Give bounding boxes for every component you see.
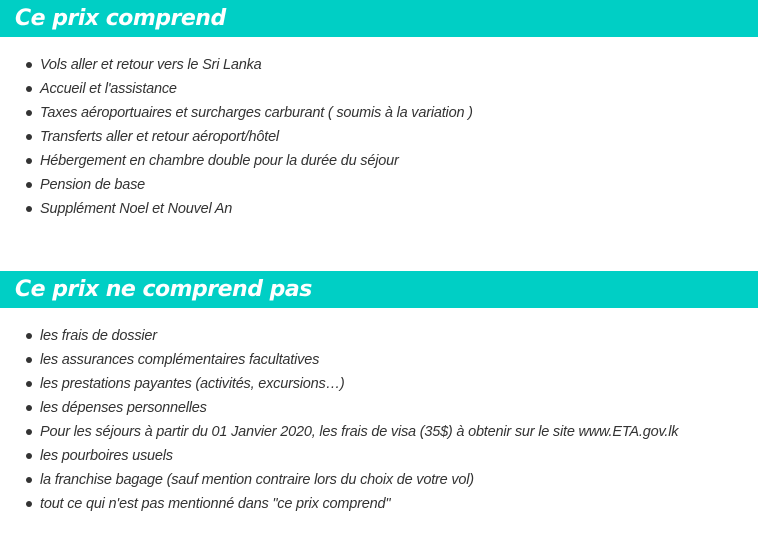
list-item-text: Supplément Noel et Nouvel An xyxy=(40,201,233,217)
excluded-section-title: Ce prix ne comprend pas xyxy=(15,276,312,302)
bullet-icon xyxy=(26,134,32,140)
list-item-text: les assurances complémentaires facultatives xyxy=(40,352,320,368)
bullet-icon xyxy=(26,206,32,212)
bullet-icon xyxy=(26,110,32,116)
list-item-text: Hébergement en chambre double pour la durée du séjour xyxy=(40,153,399,169)
bullet-icon xyxy=(26,357,32,363)
bullet-icon xyxy=(26,86,32,92)
list-item xyxy=(0,197,473,221)
list-item xyxy=(0,324,678,348)
list-item xyxy=(0,372,678,396)
list-item-text: Taxes aéroportuaires et surcharges carburant ( soumis à la variation ) xyxy=(40,105,473,121)
bullet-icon xyxy=(26,158,32,164)
bullet-icon xyxy=(26,429,32,435)
bullet-icon xyxy=(26,62,32,68)
list-item-text: Transferts aller et retour aéroport/hôtel xyxy=(40,129,279,145)
list-item xyxy=(0,149,473,173)
bullet-icon xyxy=(26,182,32,188)
list-item-text: tout ce qui n'est pas mentionné dans "ce prix comprend" xyxy=(40,496,391,512)
list-item-text: les prestations payantes (activités, excursions…) xyxy=(40,376,345,392)
list-item xyxy=(0,173,473,197)
list-item xyxy=(0,444,678,468)
bullet-icon xyxy=(26,477,32,483)
list-item xyxy=(0,53,473,77)
list-item-text: Vols aller et retour vers le Sri Lanka xyxy=(40,57,262,73)
bullet-icon xyxy=(26,453,32,459)
list-item-text: Accueil et l'assistance xyxy=(40,81,177,97)
list-item xyxy=(0,492,678,516)
list-item-text: les pourboires usuels xyxy=(40,448,173,464)
list-item xyxy=(0,77,473,101)
list-item xyxy=(0,348,678,372)
bullet-icon xyxy=(26,501,32,507)
list-item-text: les dépenses personnelles xyxy=(40,400,207,416)
list-item xyxy=(0,468,678,492)
list-item xyxy=(0,396,678,420)
list-item-text: la franchise bagage (sauf mention contraire lors du choix de votre vol) xyxy=(40,472,474,488)
list-item xyxy=(0,420,678,444)
list-item xyxy=(0,101,473,125)
included-section-header xyxy=(0,0,758,37)
bullet-icon xyxy=(26,333,32,339)
list-item xyxy=(0,125,473,149)
list-item-text: les frais de dossier xyxy=(40,328,157,344)
bullet-icon xyxy=(26,405,32,411)
excluded-section-header xyxy=(0,271,758,308)
list-item-text: Pour les séjours à partir du 01 Janvier 2020, les frais de visa (35$) à obtenir sur le site www.ETA.gov.lk xyxy=(40,424,679,440)
list-item-text: Pension de base xyxy=(40,177,146,193)
excluded-list xyxy=(0,324,678,516)
included-list xyxy=(0,53,473,221)
included-section-title: Ce prix comprend xyxy=(15,5,226,31)
bullet-icon xyxy=(26,381,32,387)
